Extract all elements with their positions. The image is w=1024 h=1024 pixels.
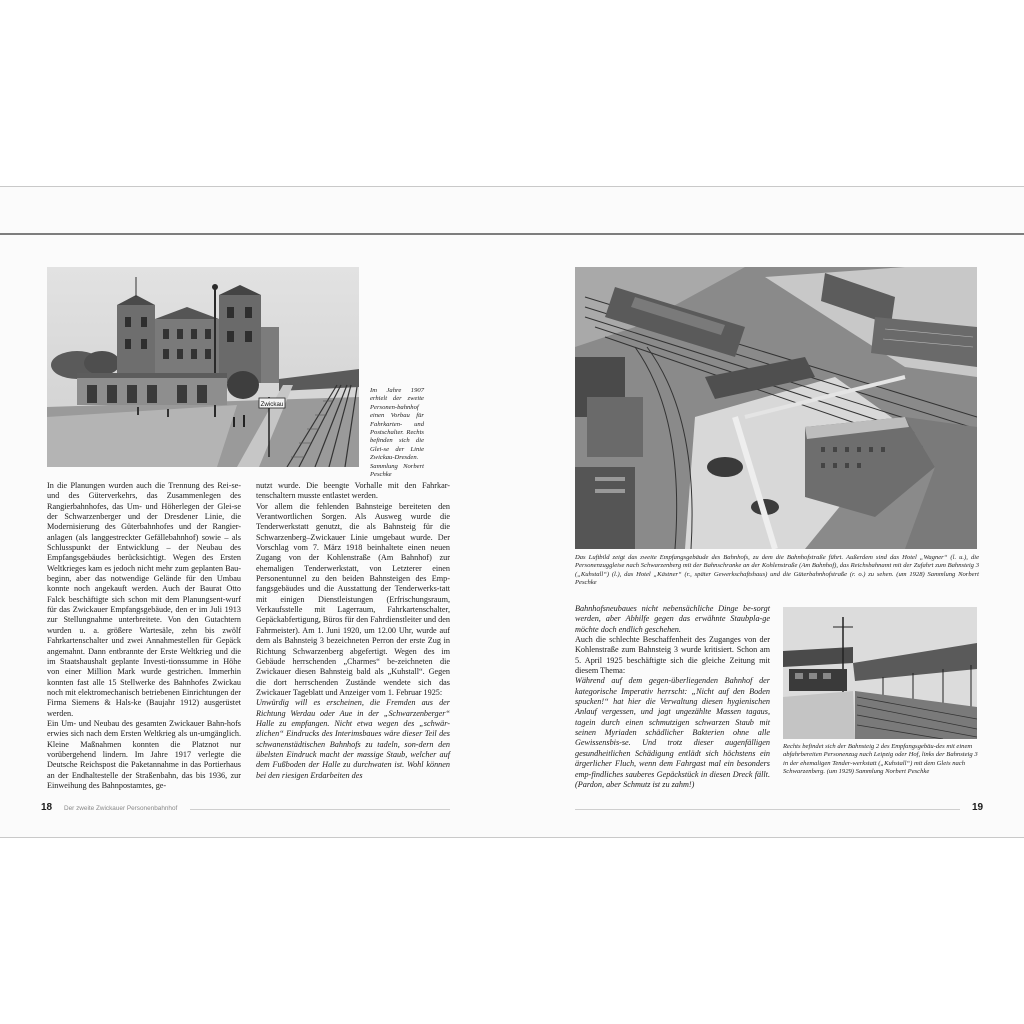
newspaper-quote-continued: Bahnhofsneubaues nicht nebensächliche Dinge be-sorgt werden, aber Abhilfe gegen das erwähnte Staubpla-ge möchte doch endlich geschehen.	[575, 604, 770, 634]
platform-2-photo	[783, 607, 977, 739]
newspaper-quote-2: Während auf dem gegen-überliegenden Bahnhof der kategorische Imperativ herrscht: „Nicht auf den Boden spucken!“ hat hier die Verwaltung diesen hygienischen Anlauf vergessen, und jagt ungezählte Massen tagaus, tagein durch einen schmutzigen schwarzen Staub mit seinen Myriaden schädlicher Bakterien ohne alle Gewissensbis-se. Und trotz dieser augenfälligen gesundheitlichen Schädigung entlädt sich höchstens ein ärgerlicher Fluch, wenn dem Fahrgast mal ein besonders emp-findliches sauberes Gepäckstück in diesen Dreck fällt. (Pardon, aber Schmutz ist zu zahm!)	[575, 676, 770, 789]
page-number-right: 19	[972, 802, 984, 813]
aerial-photo-caption: Das Luftbild zeigt das zweite Empfangsgebäude des Bahnhofs, zu dem die Bahnhofstraße führt. Außerdem sind das Hotel „Wagner“ (l. u.), die Personenzuggleise nach Schwarzenberg mit der Bahnschranke an der Kohlenstraße (Am Bahnhof), das Reichsbahnamt mit der Zufahrt zum Bahnsteig 3 („Kuhstall“) (l.), das Hotel „Kästner“ (r., später Gewerkschaftshaus) und die Güterbahnhofstraße (r. o.) zu sehen. (um 1928) Sammlung Norbert Peschke	[575, 554, 979, 587]
aerial-view-1928-photo	[575, 267, 977, 549]
running-head: Der zweite Zwickauer Personenbahnhof	[64, 805, 178, 812]
platform-photo-caption: Rechts befindet sich der Bahnsteig 2 des Empfangsgebäu-des mit einem abfahrbereiten Personenzug nach Leipzig oder Hof, links der Bahnsteig 3 in der ehemaligen Tender-werkstatt („Kuhstall“) mit dem Gleis nach Schwarzenberg. (um 1929) Sammlung Norbert Peschke	[783, 743, 978, 776]
paragraph: nutzt wurde. Die beengte Vorhalle mit den Fahrkar-tenschaltern musste entlastet werden.	[256, 481, 450, 501]
footer-rule-right	[575, 809, 960, 810]
right-text-column	[575, 604, 770, 790]
left-column-2	[256, 481, 450, 781]
footer-rule-left	[190, 809, 450, 810]
newspaper-quote: Unwürdig will es erscheinen, die Fremden aus der Richtung Werdau oder Aue in der „Schwarzenberger“ Halle zu empfangen. Nicht etwa wegen des „schwär-zlichen“ Eindrucks des Interimsbaues wäre dieser Teil des schwanenstädtischen Bahnhofs zu tadeln, son-dern den übelsten Eindruck macht der massige Staub, welcher auf dem Fußboden der Halle zu durchwaten ist. Wohl können bei den riesigen Erdarbeiten des	[256, 698, 450, 780]
paragraph: In die Planungen wurden auch die Trennung des Rei-se- und des Güterverkehrs, das Zusammenlegen des Rangierbahnhofes, das Um- und Höherlegen der Glei-se der Schwarzenberger und der Dresdener Linie, die Modernisierung des Güterbahnhofes und der Rangier-anlagen (als langgestreckter Gefällebahnhof) sowie – als Schlusspunkt der Entwicklung – der Neubau des Empfangsgebäudes berücksichtigt. Wegen des Ersten Weltkrieges kam es jedoch nicht mehr zum geplanten Bau-beginn, aber das notwendige Gelände für den Umbau konnte noch angekauft werden. Auch der Baurat Otto Falck beschäftigte sich schon mit dem Planungsent-wurf für das Zwickauer Empfangsgebäude, den er im Juli 1913 zur Stellungnahme unterbreitete. Von den Gutachtern wurden u. a. größere Wartesäle, zehn bis zwölf Fahrkartenschalter und zwei Annahmestellen für Gepäck angemahnt. Dann entbrannte der Erste Weltkrieg und die im Staatshaushalt geplante Investi-tionssumme in Höhe von einer Million Mark wurde gestrichen. Immerhin konnten fast alle 15 Stellwerke des Bahnhofes Zwickau noch mit elektromechanisch betriebenen Einrichtungen der Firma Siemens & Hals-ke (Baujahr 1912) ausgerüstet werden.	[47, 481, 241, 718]
header-rule	[0, 233, 1024, 235]
paragraph: Vor allem die fehlenden Bahnsteige bereiteten den Verantwortlichen Sorgen. Als Ausweg wurde die Tenderwerkstatt genutzt, die als Bahnsteig für die Schwarzenberg–Zwickauer Linie umgebaut wurde. Der Vorschlag vom 7. März 1918 beinhaltete einen neuen Zugang von der Kohlenstraße (Am Bahnhof) zur ehemaligen Tenderwerkstatt, von Letzterer einen Personentunnel zu den beiden Bahnsteigen des Emp-fangsgebäudes und die Ausstattung der Tenderwerks-tatt mit einigen Dienstleistungen (Erfrischungsraum, Verkaufsstelle mit Lagerraum, Fahrkartenschalter, Gepäckabfertigung, Büros für den Fahrdienstleiter und den Fahrmeister). Am 1. Juni 1920, um 12.00 Uhr, wurde auf dem als Bahnsteig 3 bezeichneten Perron der erste Zug in Richtung Schwarzenberg abgefertigt. Wegen des im Gebäude herrschenden „Charmes“ be-zeichneten die Zwickauer diesen Bahnsteig bald als „Kuhstall“. Gegen die dort herrschenden Zustände wendete sich das Zwickauer Tageblatt und Anzeiger vom 1. Februar 1925:	[256, 501, 450, 697]
paragraph: Ein Um- und Neubau des gesamten Zwickauer Bahn-hofs erwies sich nach dem Ersten Weltkrieg als un-umgänglich. Kleine Maßnahmen konnten die Platznot nur vorübergehend lindern. Im Jahre 1917 verlegte die Deutsche Reichspost die Paketannahme in das Portierhaus an der Endhaltestelle der Straßenbahn, das bis 1936, zur Einweihung des Bahnpostamtes, ge-	[47, 718, 241, 790]
book-spread	[0, 186, 1024, 838]
station-sign-text: Zwickau	[260, 401, 284, 408]
paragraph: Auch die schlechte Beschaffenheit des Zuganges von der Kohlenstraße zum Bahnsteig 3 wurde kritisiert. Schon am 5. April 1925 beschäftigte sich die gleiche Zeitung mit diesem Thema:	[575, 635, 770, 676]
photo-caption-left: Im Jahre 1907 erhielt der zweite Personen-bahnhof einen Vorbau für Fahrkarten- und Postschalter. Rechts befinden sich die Glei-se der Linie Zwickau-Dresden. Sammlung Norbert Peschke	[370, 387, 424, 479]
left-column-1	[47, 481, 241, 791]
station-building-1907-photo	[47, 267, 359, 467]
page-number-left: 18	[41, 802, 53, 813]
